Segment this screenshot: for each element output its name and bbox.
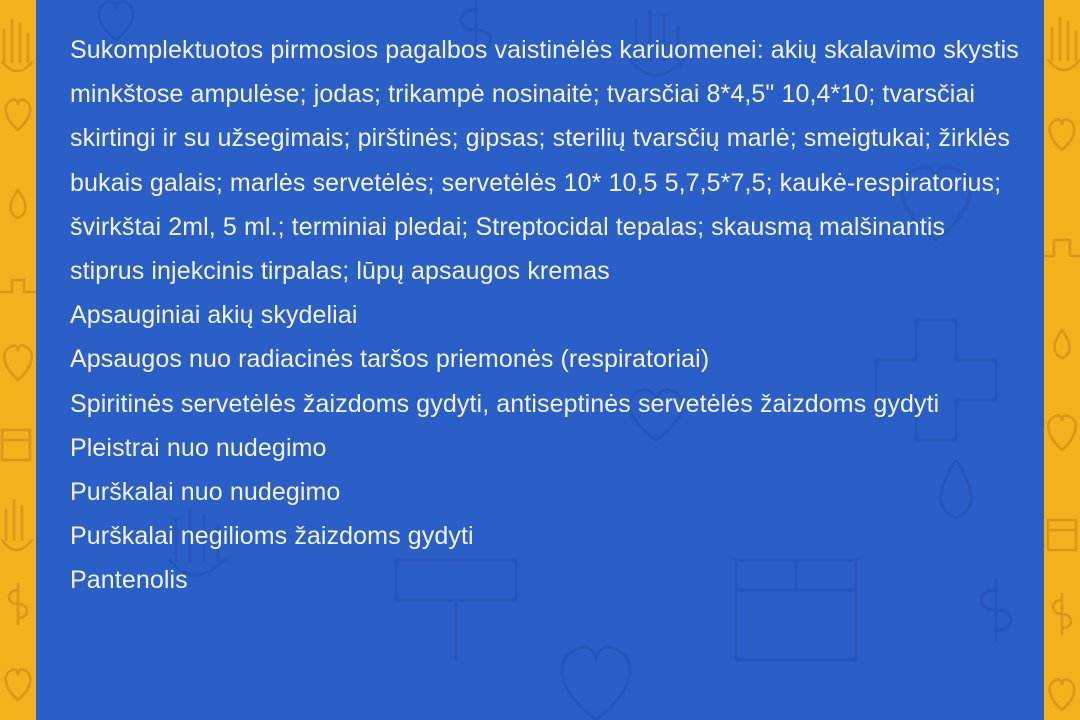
list-item: Apsaugos nuo radiacinės taršos priemonės (respiratoriai) [70,345,710,374]
drop-icon [1055,330,1070,358]
heart-icon [6,669,31,700]
heart-icon [6,99,31,130]
heart-icon [4,345,31,380]
list-item: Purškalai negilioms žaizdoms gydyti [70,522,474,551]
left-border-pattern [0,0,36,720]
heart-icon [562,647,630,720]
drop-icon [11,190,26,218]
border-doodle-icons-right [1044,0,1080,720]
dollar-icon [1053,594,1071,634]
plus-icon [1044,240,1080,256]
list-item: Apsauginiai akių skydeliai [70,301,358,330]
list-item: Purškalai nuo nudegimo [70,478,341,507]
hand-icon [1048,18,1080,70]
list-item: Sukomplektuotos pirmosios pagalbos vaistinėlės kariuomenei: akių skalavimo skystis minkštose ampulėse; jodas; trikampė nosinaitė; tvarsčiai 8*4,5" 10,4*10; tvarsčiai skirtingi ir su užsegimais; pirštinės; gipsas; sterilių tvarsčių marlė; smeigtukai; žirklės bukais galais; marlės servetėlės; servetėlės 10* 10,5 5,7,5*7,5; kaukė-respiratorius; švirkštai 2ml, 5 ml.; terminiai pledai; Streptocidal tepalas; skausmą malšinantis stiprus injekcinis tirpalas; lūpų apsaugos kremas [70,36,1019,286]
supply-list [70,28,1020,603]
heart-icon [1048,415,1075,450]
box-icon [1048,520,1076,550]
border-doodle-icons [0,0,36,720]
box-icon [2,430,30,460]
hand-icon [2,20,32,71]
dollar-icon [9,584,27,624]
content-panel [36,0,1044,720]
list-item: Pleistrai nuo nudegimo [70,433,327,462]
right-border-pattern [1044,0,1080,720]
heart-icon [1050,119,1075,150]
list-item: Spiritinės servetėlės žaizdoms gydyti, antiseptinės servetėlės žaizdoms gydyti [70,389,940,418]
hand-icon [2,500,32,550]
list-item: Pantenolis [70,566,188,595]
heart-icon [1050,679,1075,710]
plus-icon [0,280,36,292]
